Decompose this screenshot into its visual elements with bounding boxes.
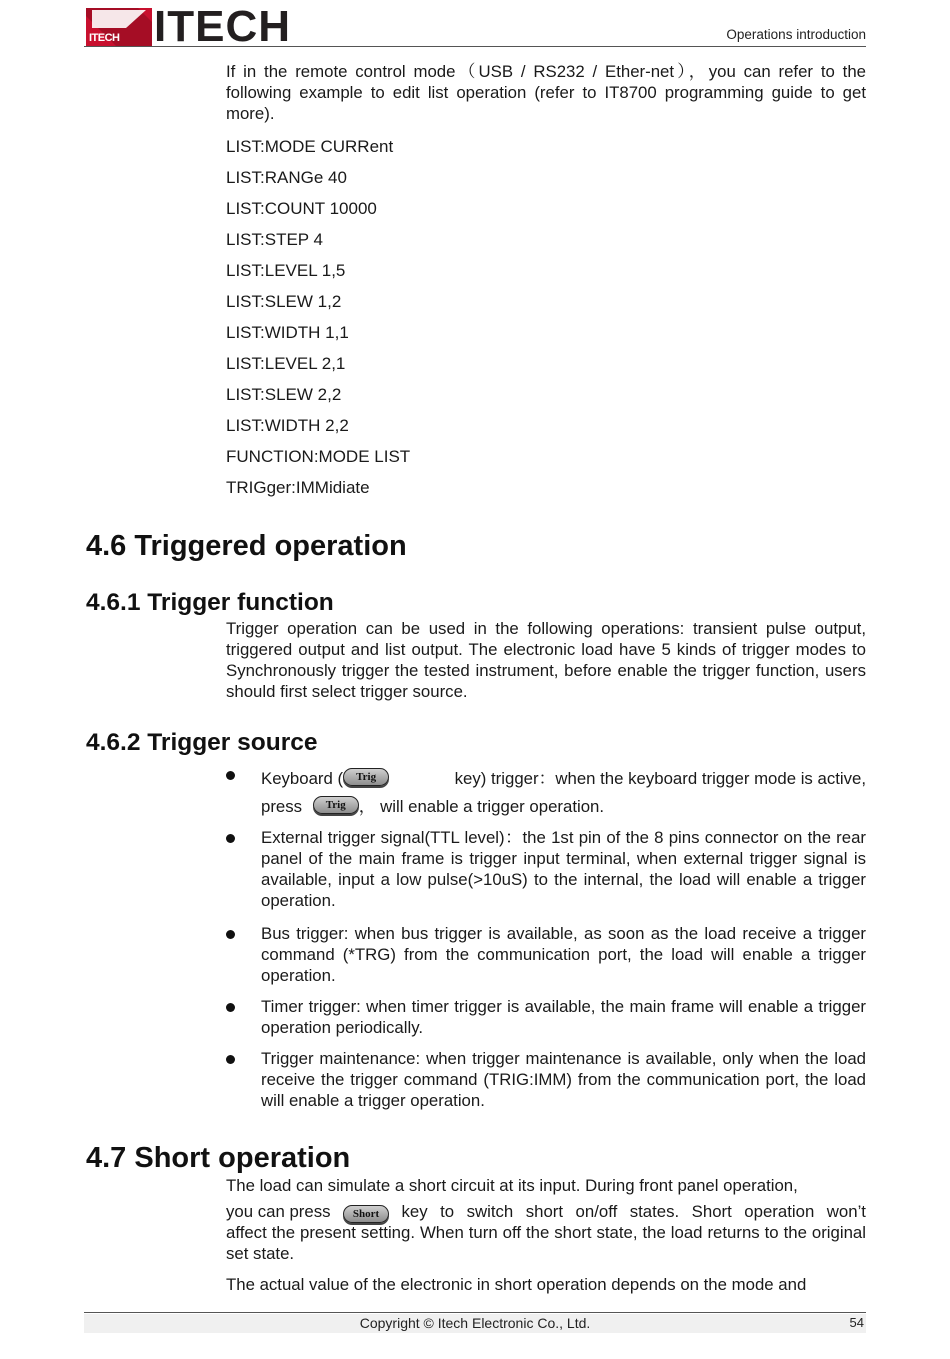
bullet-icon <box>226 1055 235 1064</box>
short-word-onoff: on/off <box>575 1202 618 1221</box>
code-line: LIST:SLEW 1,2 <box>226 292 342 311</box>
short-word-to: to <box>440 1202 455 1221</box>
intro-paragraph: If in the remote control mode（USB / RS232 / Ether-net），you can refer to the following example to edit list operation (refer to IT8700 programming guide to get more). <box>226 62 866 123</box>
you-can-press-text: you can press <box>226 1202 331 1221</box>
external-trigger-text: External trigger signal(TTL level)：the 1st pin of the 8 pins connector on the rear panel of the main frame is trigger input terminal, when external trigger signal is available, input a low pulse(>10uS) to the internal, the load will enable a trigger operation. <box>261 828 866 910</box>
short-operation-line1: The load can simulate a short circuit at its input. During front panel operation, <box>226 1176 798 1195</box>
heading-4-6-2: 4.6.2 Trigger source <box>86 729 318 756</box>
code-line: LIST:LEVEL 1,5 <box>226 261 346 280</box>
keyboard-trigger-text <box>261 764 866 820</box>
code-line: LIST:SLEW 2,2 <box>226 385 342 404</box>
short-word-operation: operation <box>744 1202 815 1221</box>
short-operation-rest: affect the present setting. When turn off the short state, the load returns to the original set state. <box>226 1223 866 1263</box>
section-title: Operations introduction <box>726 27 866 42</box>
short-word-short: short <box>525 1202 564 1221</box>
bullet-icon <box>226 834 235 843</box>
bus-trigger-text: Bus trigger: when bus trigger is available, as soon as the load receive a trigger command (*TRG) from the communication port, the load will enable a trigger operation. <box>261 924 866 985</box>
keyboard-trigger-part3: press <box>261 797 303 816</box>
heading-4-7: 4.7 Short operation <box>86 1142 351 1174</box>
logo-wordmark: ITECH <box>154 2 291 51</box>
short-word-short2: Short <box>691 1202 732 1221</box>
code-line: LIST:RANGe 40 <box>226 168 347 187</box>
heading-4-6: 4.6 Triggered operation <box>86 530 407 562</box>
code-line: LIST:COUNT 10000 <box>226 199 377 218</box>
trig-key-icon: Trig <box>343 768 389 786</box>
code-line: LIST:STEP 4 <box>226 230 324 249</box>
bullet-icon <box>226 930 235 939</box>
heading-4-6-1: 4.6.1 Trigger function <box>86 589 334 616</box>
trig-key-icon: Trig <box>313 796 359 814</box>
bullet-icon <box>226 771 235 780</box>
short-word-switch: switch <box>466 1202 514 1221</box>
keyboard-trigger-part2: key) trigger：when the keyboard trigger mode is active, <box>454 769 866 788</box>
bullet-icon <box>226 1003 235 1012</box>
short-key-word: key <box>401 1202 428 1221</box>
page-number: 54 <box>849 1315 864 1330</box>
itech-logo-mark <box>86 8 152 46</box>
short-word-wont: won’t <box>826 1202 866 1221</box>
trigger-function-paragraph: Trigger operation can be used in the following operations: transient pulse output, triggered output and list output. The electronic load have 5 kinds of trigger modes to Synchronously trigger the tested instrument, before enable the trigger function, users should first select trigger source. <box>226 619 866 701</box>
short-word-states: states. <box>629 1202 680 1221</box>
timer-trigger-text: Timer trigger: when timer trigger is available, the main frame will enable a trigger operation periodically. <box>261 997 866 1037</box>
short-key-icon: Short <box>343 1205 389 1223</box>
keyboard-trigger-part4: ， will enable a trigger operation. <box>358 797 605 816</box>
keyboard-trigger-part1: Keyboard ( Trig <box>261 764 389 793</box>
itech-logo <box>86 2 291 51</box>
logo-small-text: ITECH <box>89 32 120 44</box>
code-line: LIST:MODE CURRent <box>226 137 394 156</box>
header-divider <box>84 46 866 47</box>
short-operation-paragraph2: The actual value of the electronic in short operation depends on the mode and <box>226 1275 807 1294</box>
footer-divider <box>84 1312 866 1313</box>
trigger-maintenance-text: Trigger maintenance: when trigger maintenance is available, only when the load receive the trigger command (TRIG:IMM) from the communication port, the load will enable a trigger operation. <box>261 1049 866 1110</box>
code-line: TRIGger:IMMidiate <box>226 478 370 497</box>
copyright: Copyright © Itech Electronic Co., Ltd. <box>359 1315 591 1331</box>
code-line: LIST:WIDTH 2,2 <box>226 416 349 435</box>
code-line: LIST:WIDTH 1,1 <box>226 323 349 342</box>
code-line: FUNCTION:MODE LIST <box>226 447 411 466</box>
code-line: LIST:LEVEL 2,1 <box>226 354 346 373</box>
